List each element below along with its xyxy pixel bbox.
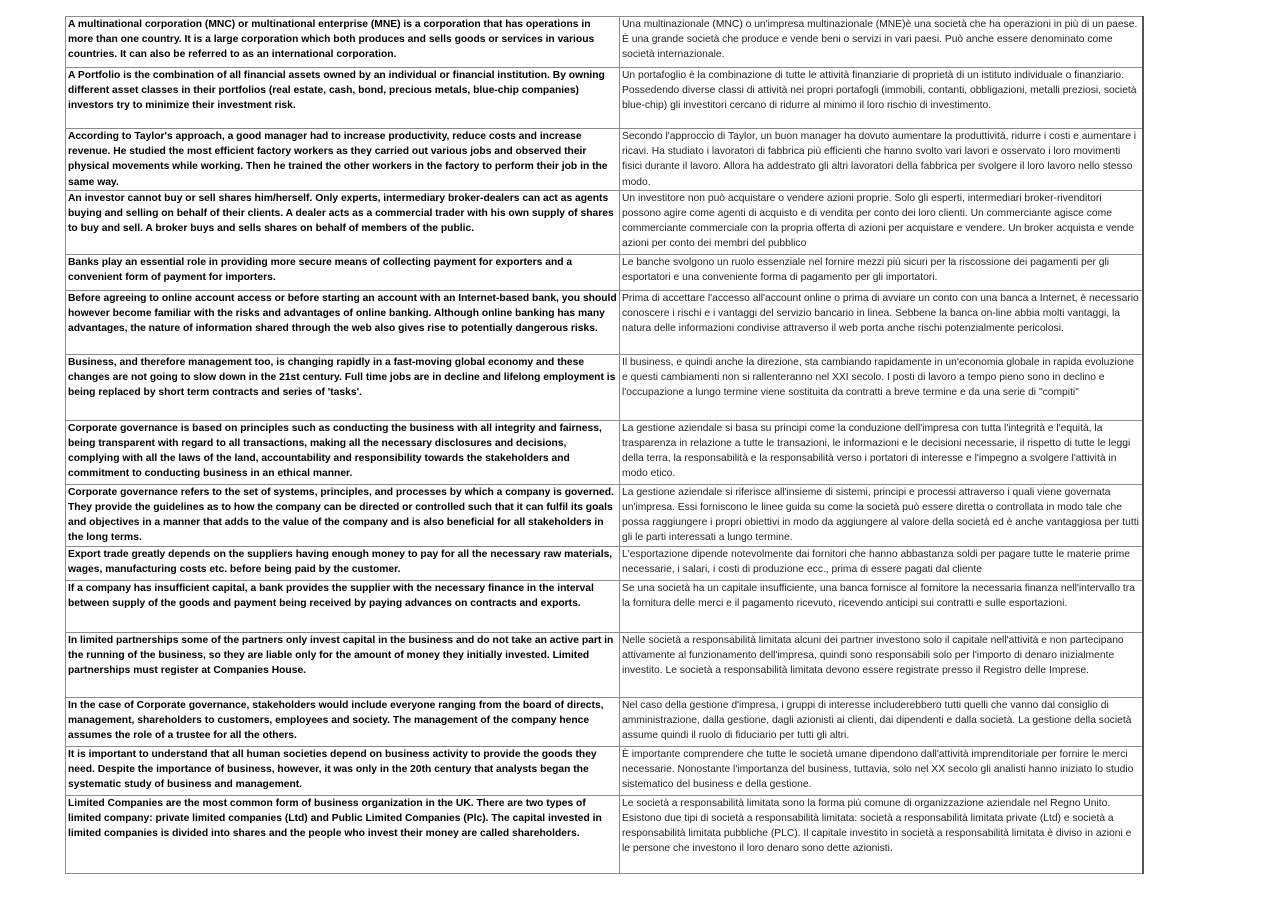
italian-cell: Una multinazionale (MNC) o un'impresa multinazionale (MNE)è una società che ha operazioni in più di un paese. È una grande società che produce e vende beni o servizi in vari paesi. Può anche essere denominato come società internazionale. — [620, 17, 1143, 68]
table-row — [66, 546, 1143, 580]
english-cell: Export trade greatly depends on the suppliers having enough money to pay for all the necessary raw materials, wages, manufacturing costs etc. before being paid by the customer. — [66, 546, 620, 580]
table-row — [66, 420, 1143, 484]
english-cell: If a company has insufficient capital, a bank provides the supplier with the necessary finance in the interval between supply of the goods and payment being received by paying advances on contracts and exports. — [66, 580, 620, 632]
table-row — [66, 697, 1143, 746]
table-row — [66, 68, 1143, 129]
italian-cell: Un investitore non può acquistare o vendere azioni proprie. Solo gli esperti, intermediari broker-rivenditori possono agire come agenti di acquisto e di vendita per conto dei loro clienti. Un commerciante agisce come commerciante commerciale con la propria offerta di azioni per acquistare e vendere. Un broker acquista e vende azioni per conto dei membri del pubblico — [620, 190, 1143, 254]
italian-cell: La gestione aziendale si basa su principi come la conduzione dell'impresa con tutta l'integrità e l'equità, la trasparenza in relazione a tutte le transazioni, le informazioni e le decisioni necessarie, il rispetto di tutte le leggi della terra, la responsabilità e la responsabilità verso i portatori di interesse e l'impegno a svolgere l'attività in modo etico. — [620, 420, 1143, 484]
english-cell: Business, and therefore management too, is changing rapidly in a fast-moving global economy and these changes are not going to slow down in the 21st century. Full time jobs are in decline and lifelong employment is being replaced by short term contracts and series of 'tasks'. — [66, 354, 620, 420]
table-row — [66, 290, 1143, 354]
english-cell: According to Taylor's approach, a good manager had to increase productivity, reduce costs and increase revenue. He studied the most efficient factory workers as they carried out various jobs and observed their physical movements while working. Then he trained the other workers in the factory to perform their job in the same way. — [66, 129, 620, 191]
table-row — [66, 746, 1143, 795]
table-row — [66, 484, 1143, 546]
italian-cell: Le banche svolgono un ruolo essenziale nel fornire mezzi più sicuri per la riscossione dei pagamenti per gli esportatori e una conveniente forma di pagamento per gli importatori. — [620, 254, 1143, 290]
italian-cell: Se una società ha un capitale insufficiente, una banca fornisce al fornitore la necessaria finanza nell'intervallo tra la fornitura delle merci e il pagamento ricevuto, ricevendo anticipi sui contratti e sulle esportazioni. — [620, 580, 1143, 632]
table-row — [66, 254, 1143, 290]
italian-cell: Secondo l'approccio di Taylor, un buon manager ha dovuto aumentare la produttività, ridurre i costi e aumentare i ricavi. Ha studiato i lavoratori di fabbrica più efficienti che hanno svolto vari lavori e osservato i loro movimenti fisici durante il lavoro. Allora ha addestrato gli altri lavoratori della fabbrica per svolgere il loro lavoro nello stesso modo. — [620, 129, 1143, 191]
table-row — [66, 17, 1143, 68]
italian-cell: È importante comprendere che tutte le società umane dipendono dall'attività imprenditoriale per fornire le merci necessarie. Nonostante l'importanza del business, tuttavia, solo nel XX secolo gli analisti hanno iniziato lo studio sistematico del business e della gestione. — [620, 746, 1143, 795]
table-row — [66, 354, 1143, 420]
table-row — [66, 580, 1143, 632]
english-cell: A multinational corporation (MNC) or multinational enterprise (MNE) is a corporation that has operations in more than one country. It is a large corporation which both produces and sells goods or services in various countries. It can also be referred to as an international corporation. — [66, 17, 620, 68]
table-row — [66, 129, 1143, 191]
italian-cell: L'esportazione dipende notevolmente dai fornitori che hanno abbastanza soldi per pagare tutte le materie prime necessarie, i salari, i costi di produzione ecc., prima di essere pagati dal cliente — [620, 546, 1143, 580]
table-row — [66, 190, 1143, 254]
italian-cell: Nelle società a responsabilità limitata alcuni dei partner investono solo il capitale nell'attività e non partecipano attivamente al funzionamento dell'impresa, quindi sono responsabili solo per l'importo di denaro inizialmente investito. Le società a responsabilità limitata devono essere registrate presso il Registro delle Imprese. — [620, 632, 1143, 697]
italian-cell: Un portafoglio è la combinazione di tutte le attività finanziarie di proprietà di un istituto individuale o finanziario. Possedendo diverse classi di attività nei propri portafogli (immobili, contanti, obbligazioni, metalli preziosi, società blue-chip) gli investitori cercano di ridurre al minimo il loro rischio di investimento. — [620, 68, 1143, 129]
italian-cell: Le società a responsabilità limitata sono la forma più comune di organizzazione aziendale nel Regno Unito. Esistono due tipi di società a responsabilità limitata: società a responsabilità limitata private (Ltd) e società a responsabilità limitata pubbliche (PLC). Il capitale investito in società a responsabilità limitata è diviso in azioni e le persone che investono il loro denaro sono dette azionisti. — [620, 795, 1143, 873]
glossary-table — [65, 16, 1144, 874]
english-cell: Limited Companies are the most common form of business organization in the UK. There are two types of limited company: private limited companies (Ltd) and Public Limited Companies (Plc). The capital invested in limited companies is divided into shares and the people who invest their money are called shareholders. — [66, 795, 620, 873]
italian-cell: Il business, e quindi anche la direzione, sta cambiando rapidamente in un'economia globale in rapida evoluzione e questi cambiamenti non si rallenteranno nel XXI secolo. I posti di lavoro a tempo pieno sono in declino e l'occupazione a lungo termine viene sostituita da contratti a breve termine e da una serie di "compiti" — [620, 354, 1143, 420]
italian-cell: Prima di accettare l'accesso all'account online o prima di avviare un conto con una banca a Internet, è necessario conoscere i rischi e i vantaggi del servizio bancario in linea. Sebbene la banca on-line abbia molti vantaggi, la natura delle informazioni condivise attraverso il web porta anche rischi potenzialmente pericolosi. — [620, 290, 1143, 354]
english-cell: In limited partnerships some of the partners only invest capital in the business and do not take an active part in the running of the business, so they are liable only for the amount of money they initially invested. Limited partnerships must register at Companies House. — [66, 632, 620, 697]
english-cell: Corporate governance is based on principles such as conducting the business with all integrity and fairness, being transparent with regard to all transactions, making all the necessary disclosures and decisions, complying with all the laws of the land, accountability and responsibility towards the stakeholders and commitment to conducting business in an ethical manner. — [66, 420, 620, 484]
english-cell: Before agreeing to online account access or before starting an account with an Internet-based bank, you should however become familiar with the risks and advantages of online banking. Although online banking has many advantages, the nature of information shared through the web also gives rise to potentially dangerous risks. — [66, 290, 620, 354]
english-cell: A Portfolio is the combination of all financial assets owned by an individual or financial institution. By owning different asset classes in their portfolios (real estate, cash, bond, precious metals, blue-chip companies) investors try to minimize their investment risk. — [66, 68, 620, 129]
table-row — [66, 632, 1143, 697]
english-cell: Banks play an essential role in providing more secure means of collecting payment for exporters and a convenient form of payment for importers. — [66, 254, 620, 290]
table-row — [66, 795, 1143, 873]
english-cell: Corporate governance refers to the set of systems, principles, and processes by which a company is governed. They provide the guidelines as to how the company can be directed or controlled such that it can fulfil its goals and objectives in a manner that adds to the value of the company and is also beneficial for all stakeholders in the long terms. — [66, 484, 620, 546]
english-cell: It is important to understand that all human societies depend on business activity to provide the goods they need. Despite the importance of business, however, it was only in the 20th century that analysts began the systematic study of business and management. — [66, 746, 620, 795]
english-cell: In the case of Corporate governance, stakeholders would include everyone ranging from the board of directs, management, shareholders to customers, employees and society. The management of the company hence assumes the role of a trustee for all the others. — [66, 697, 620, 746]
italian-cell: La gestione aziendale si riferisce all'insieme di sistemi, principi e processi attraverso i quali viene governata un'impresa. Essi forniscono le linee guida su come la società può essere diretta o controllata in modo tale che possa raggiungere i propri obiettivi in modo da aggiungere al valore della società ed è anche vantaggiosa per tutti gli le parti interessati a lungo termine. — [620, 484, 1143, 546]
italian-cell: Nel caso della gestione d'impresa, i gruppi di interesse includerebbero tutti quelli che vanno dal consiglio di amministrazione, dalla gestione, dagli azionisti ai clienti, dai dipendenti e dalla società. La gestione della società assume quindi il ruolo di fiduciario per tutti gli altri. — [620, 697, 1143, 746]
english-cell: An investor cannot buy or sell shares him/herself. Only experts, intermediary broker-dealers can act as agents buying and selling on behalf of their clients. A dealer acts as a commercial trader with his own supply of shares to buy and sell. A broker buys and sells shares on behalf of members of the public. — [66, 190, 620, 254]
